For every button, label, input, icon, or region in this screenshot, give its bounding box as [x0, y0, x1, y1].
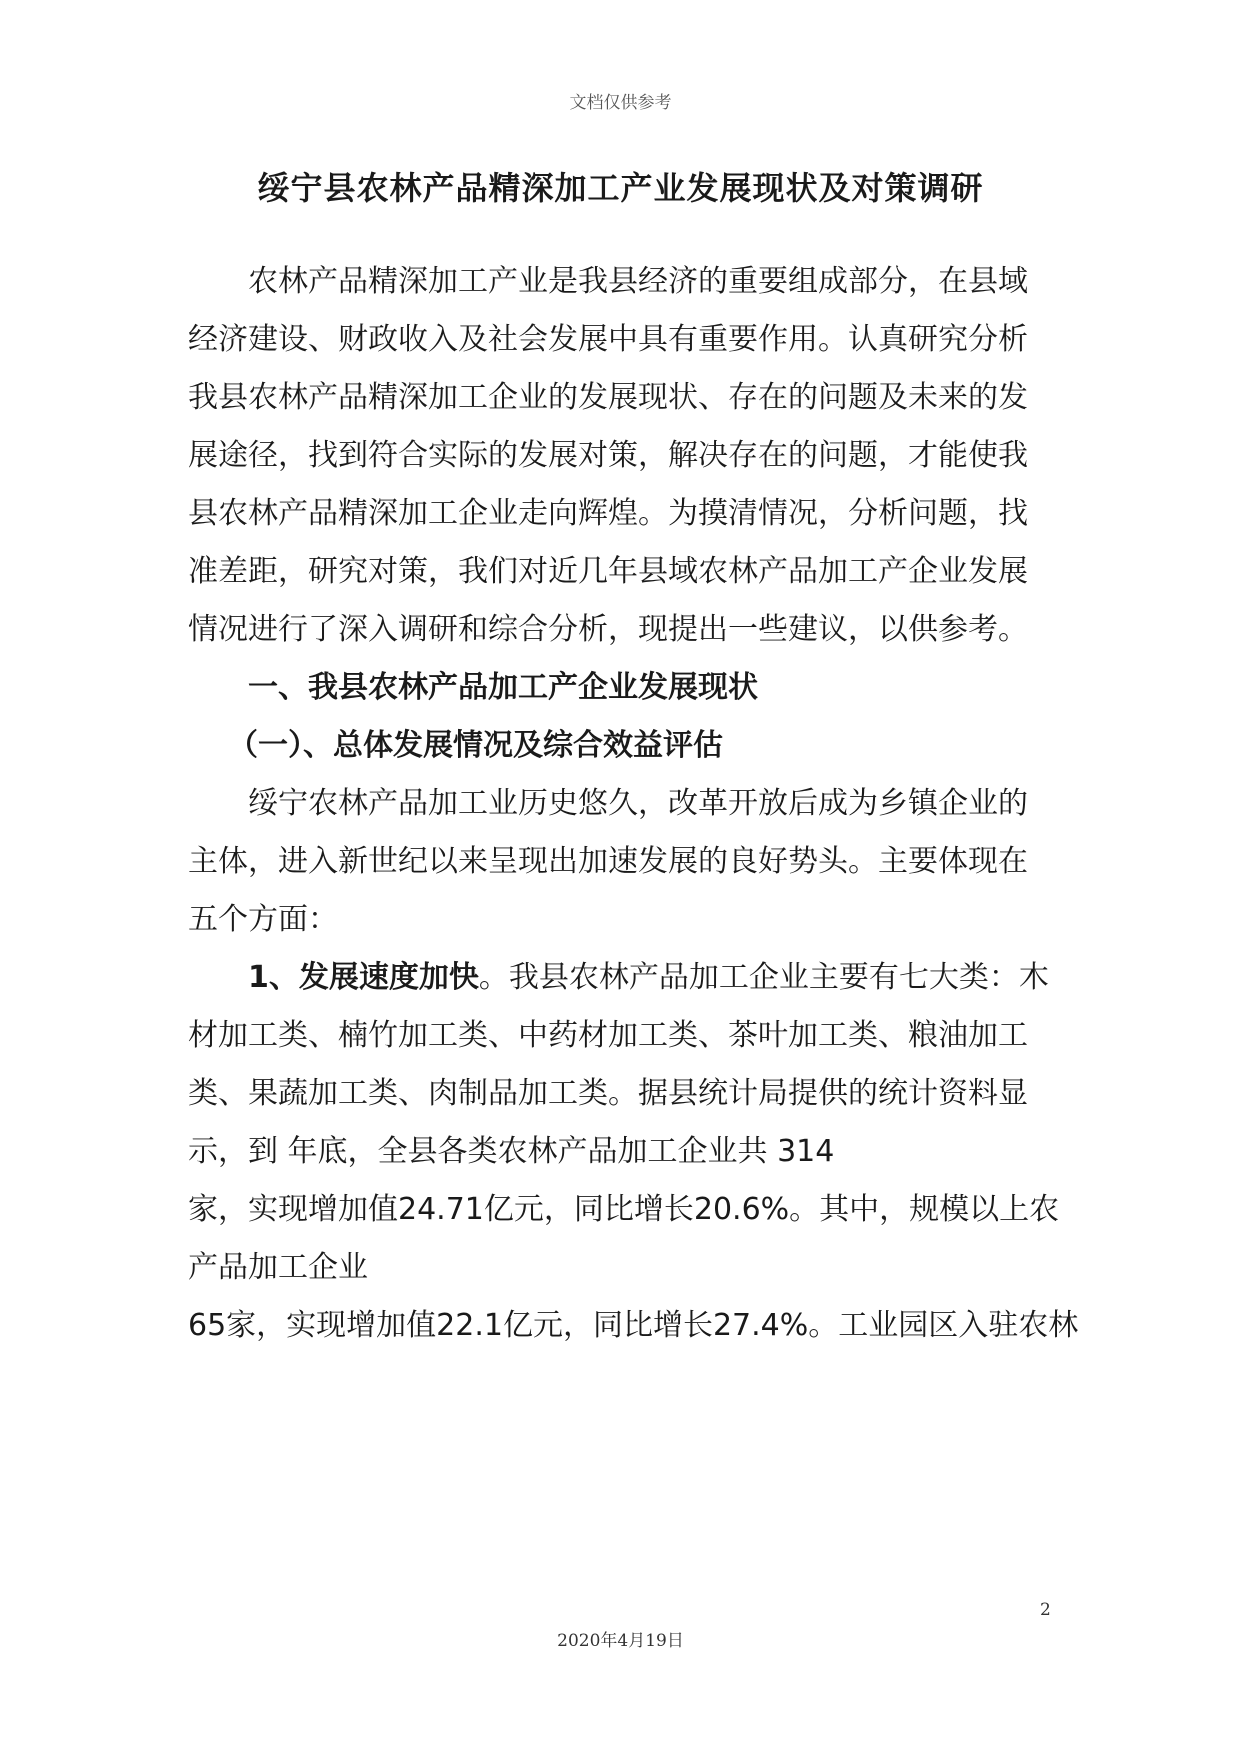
intro-line-1: 农林产品精深加工产业是我县经济的重要组成部分，在县域	[248, 264, 1028, 299]
p3-line-3: 类、果蔬加工类、肉制品加工类。据县统计局提供的统计资料显	[188, 1076, 1028, 1111]
p3-first-rest: 。我县农林产品加工企业主要有七大类：木	[478, 960, 1049, 995]
intro-line-4: 展途径，找到符合实际的发展对策，解决存在的问题，才能使我	[188, 438, 1028, 473]
p3-line-5: 家，实现增加值24.71亿元，同比增长20.6%。其中，规模以上农	[188, 1192, 1060, 1227]
intro-line-6: 准差距，研究对策，我们对近几年县域农林产品加工产企业发展	[188, 554, 1028, 589]
p3-line-1	[248, 958, 1049, 998]
intro-line-7: 情况进行了深入调研和综合分析，现提出一些建议，以供参考。	[188, 612, 1028, 647]
intro-line-5: 县农林产品精深加工企业走向辉煌。为摸清情况，分析问题，找	[188, 496, 1028, 531]
p2-line-2: 主体，进入新世纪以来呈现出加速发展的良好势头。主要体现在	[188, 844, 1028, 879]
p3-line-6: 产品加工企业	[188, 1250, 368, 1285]
p2-line-3: 五个方面：	[188, 902, 338, 937]
section-heading-2: （一）、总体发展情况及综合效益评估	[228, 728, 723, 763]
footer-date: 2020年4月19日	[557, 1631, 684, 1651]
document-title: 绥宁县农林产品精深加工产业发展现状及对策调研	[257, 169, 984, 207]
p2-line-1: 绥宁农林产品加工业历史悠久，改革开放后成为乡镇企业的	[248, 786, 1028, 821]
page-number: 2	[1040, 1600, 1051, 1620]
intro-line-3: 我县农林产品精深加工企业的发展现状、存在的问题及未来的发	[188, 380, 1028, 415]
p3-line-4: 示，到 年底，全县各类农林产品加工企业共 314	[188, 1134, 835, 1169]
p3-bold-lead: 1、发展速度加快	[248, 960, 479, 995]
intro-line-2: 经济建设、财政收入及社会发展中具有重要作用。认真研究分析	[188, 322, 1028, 357]
p3-line-7: 65家，实现增加值22.1亿元，同比增长27.4%。工业园区入驻农林	[188, 1308, 1079, 1343]
section-heading-1: 一、我县农林产品加工产企业发展现状	[248, 670, 758, 705]
p3-line-2: 材加工类、楠竹加工类、中药材加工类、茶叶加工类、粮油加工	[188, 1018, 1028, 1053]
header-note: 文档仅供参考	[569, 93, 672, 113]
